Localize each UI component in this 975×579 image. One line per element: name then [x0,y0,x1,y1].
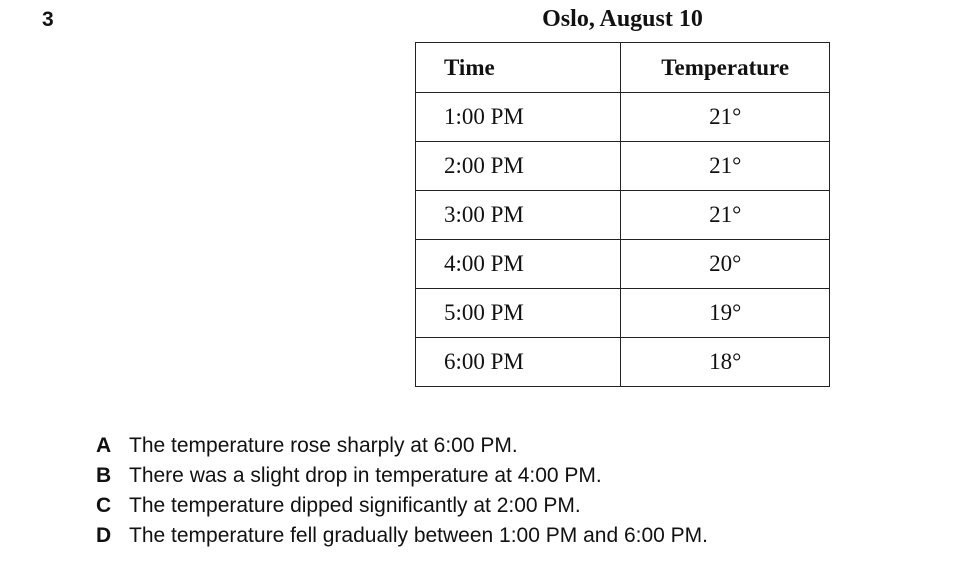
question-number: 3 [42,8,54,31]
time-cell: 4:00 PM [416,240,621,289]
choice-text: The temperature rose sharply at 6:00 PM. [129,434,518,457]
table-title: Oslo, August 10 [542,6,703,32]
table-row [416,142,830,191]
table-row [416,338,830,387]
choice-text: The temperature fell gradually between 1:00 PM and 6:00 PM. [129,524,708,547]
choice-a[interactable] [96,431,708,461]
table-header-row [416,43,830,93]
choice-b[interactable] [96,461,708,491]
choice-letter: D [96,524,112,547]
temperature-cell: 19° [621,289,830,338]
choice-letter: A [96,434,112,457]
choice-text: There was a slight drop in temperature at 4:00 PM. [129,464,602,487]
time-cell: 5:00 PM [416,289,621,338]
table-row [416,289,830,338]
temperature-cell: 18° [621,338,830,387]
temperature-cell: 20° [621,240,830,289]
time-cell: 2:00 PM [416,142,621,191]
temperature-cell: 21° [621,142,830,191]
answer-choices [96,431,708,551]
temperature-cell: 21° [621,191,830,240]
header-time: Time [416,43,621,93]
choice-c[interactable] [96,491,708,521]
table-row [416,191,830,240]
choice-letter: C [96,494,112,517]
table-row [416,240,830,289]
choice-d[interactable] [96,521,708,551]
table-row [416,93,830,142]
choice-text: The temperature dipped significantly at 2:00 PM. [129,494,581,517]
time-cell: 3:00 PM [416,191,621,240]
time-cell: 6:00 PM [416,338,621,387]
temperature-cell: 21° [621,93,830,142]
header-temperature: Temperature [621,43,830,93]
temperature-table [415,42,830,387]
choice-letter: B [96,464,112,487]
time-cell: 1:00 PM [416,93,621,142]
